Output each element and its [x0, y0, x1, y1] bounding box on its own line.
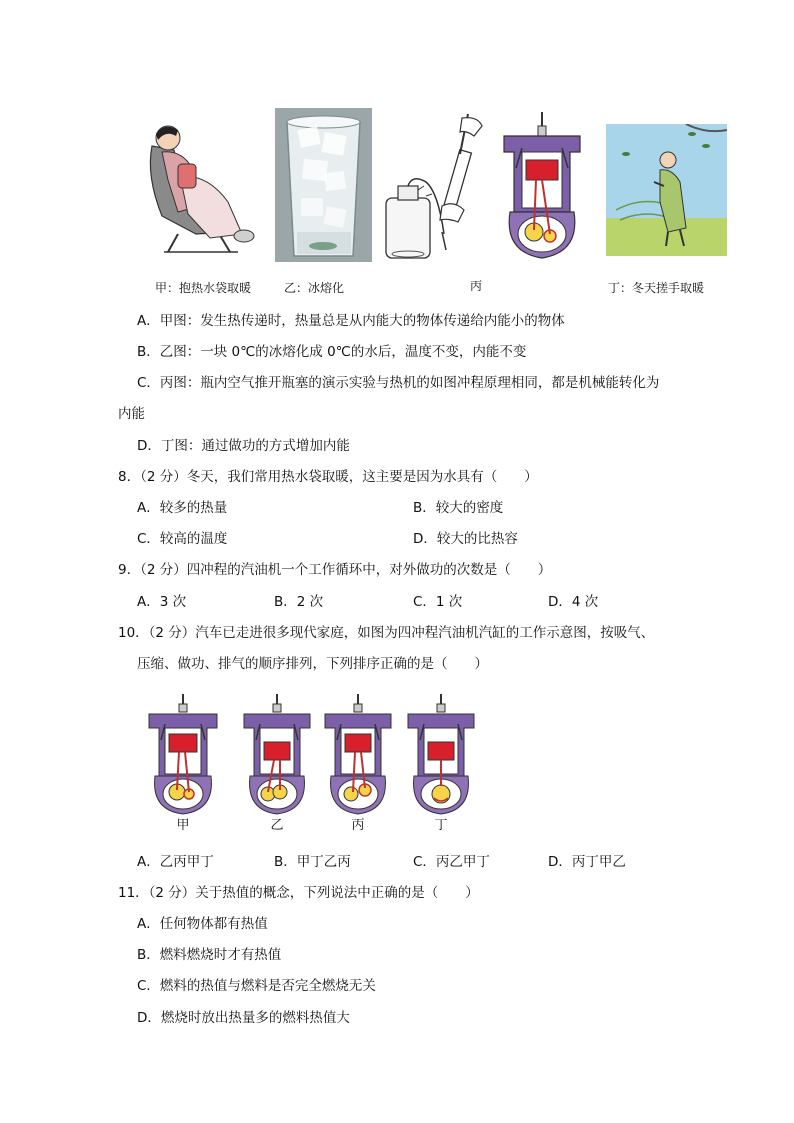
engine-label-bing: 丙	[351, 818, 365, 833]
figure-bing-pump-bottle	[382, 114, 492, 264]
figure-jia-hot-water-bag	[138, 116, 264, 256]
engine-label-yi: 乙	[270, 818, 284, 833]
q7-option-b[interactable]: B．乙图：一块 0℃的冰熔化成 0℃的水后，温度不变，内能不变	[137, 344, 527, 360]
caption-bing: 丙	[470, 279, 483, 293]
figure-bing-engine	[496, 112, 588, 262]
q9-option-c[interactable]: C．1 次	[413, 594, 463, 610]
engine-label-jia: 甲	[176, 818, 190, 833]
q7-option-d[interactable]: D．丁图：通过做功的方式增加内能	[137, 438, 350, 454]
engine-diagram-ding	[404, 694, 478, 816]
q8-option-d[interactable]: D．较大的比热容	[413, 531, 518, 547]
q9-option-b[interactable]: B．2 次	[274, 594, 324, 610]
q10-option-b[interactable]: B．甲丁乙丙	[274, 854, 351, 870]
q11-option-c[interactable]: C．燃料的热值与燃料是否完全燃烧无关	[137, 978, 376, 994]
q11-option-b[interactable]: B．燃料燃烧时才有热值	[137, 947, 282, 963]
engine-diagram-jia	[145, 694, 221, 816]
q10-option-c[interactable]: C．丙乙甲丁	[413, 854, 490, 870]
q11-option-d[interactable]: D．燃烧时放出热量多的燃料热值大	[137, 1010, 350, 1026]
q8-stem: 8．（2 分）冬天，我们常用热水袋取暖，这主要是因为水具有（ ）	[118, 469, 538, 485]
caption-ding: 丁：冬天搓手取暖	[608, 281, 705, 295]
figure-yi-ice-melting	[275, 108, 372, 262]
q10-stem-line2: 压缩、做功、排气的顺序排列，下列排序正确的是（ ）	[137, 656, 488, 672]
q8-option-c[interactable]: C．较高的温度	[137, 531, 228, 547]
q10-option-d[interactable]: D．丙丁甲乙	[548, 854, 626, 870]
q10-stem-line1: 10．（2 分）汽车已走进很多现代家庭，如图为四冲程汽油机汽缸的工作示意图，按吸气、	[118, 625, 655, 641]
q8-option-b[interactable]: B．较大的密度	[413, 500, 504, 516]
caption-yi: 乙：冰熔化	[284, 281, 345, 295]
q10-option-a[interactable]: A．乙丙甲丁	[137, 854, 214, 870]
q9-option-d[interactable]: D．4 次	[548, 594, 599, 610]
q7-option-a[interactable]: A．甲图：发生热传递时，热量总是从内能大的物体传递给内能小的物体	[137, 313, 565, 329]
q8-option-a[interactable]: A．较多的热量	[137, 500, 228, 516]
q11-stem: 11．（2 分）关于热值的概念，下列说法中正确的是（ ）	[118, 885, 479, 901]
figure-ding-rubbing-hands	[606, 124, 727, 256]
q9-stem: 9．（2 分）四冲程的汽油机一个工作循环中，对外做功的次数是（ ）	[118, 562, 552, 578]
engine-diagram-yi	[240, 694, 314, 816]
q7-option-c-cont: 内能	[118, 406, 145, 422]
caption-jia: 甲：抱热水袋取暖	[155, 281, 252, 295]
q7-option-c[interactable]: C．丙图：瓶内空气推开瓶塞的演示实验与热机的如图冲程原理相同，都是机械能转化为	[137, 375, 660, 391]
q9-option-a[interactable]: A．3 次	[137, 594, 187, 610]
q11-option-a[interactable]: A．任何物体都有热值	[137, 916, 268, 932]
engine-diagram-bing	[321, 694, 395, 816]
engine-label-ding: 丁	[434, 818, 448, 833]
